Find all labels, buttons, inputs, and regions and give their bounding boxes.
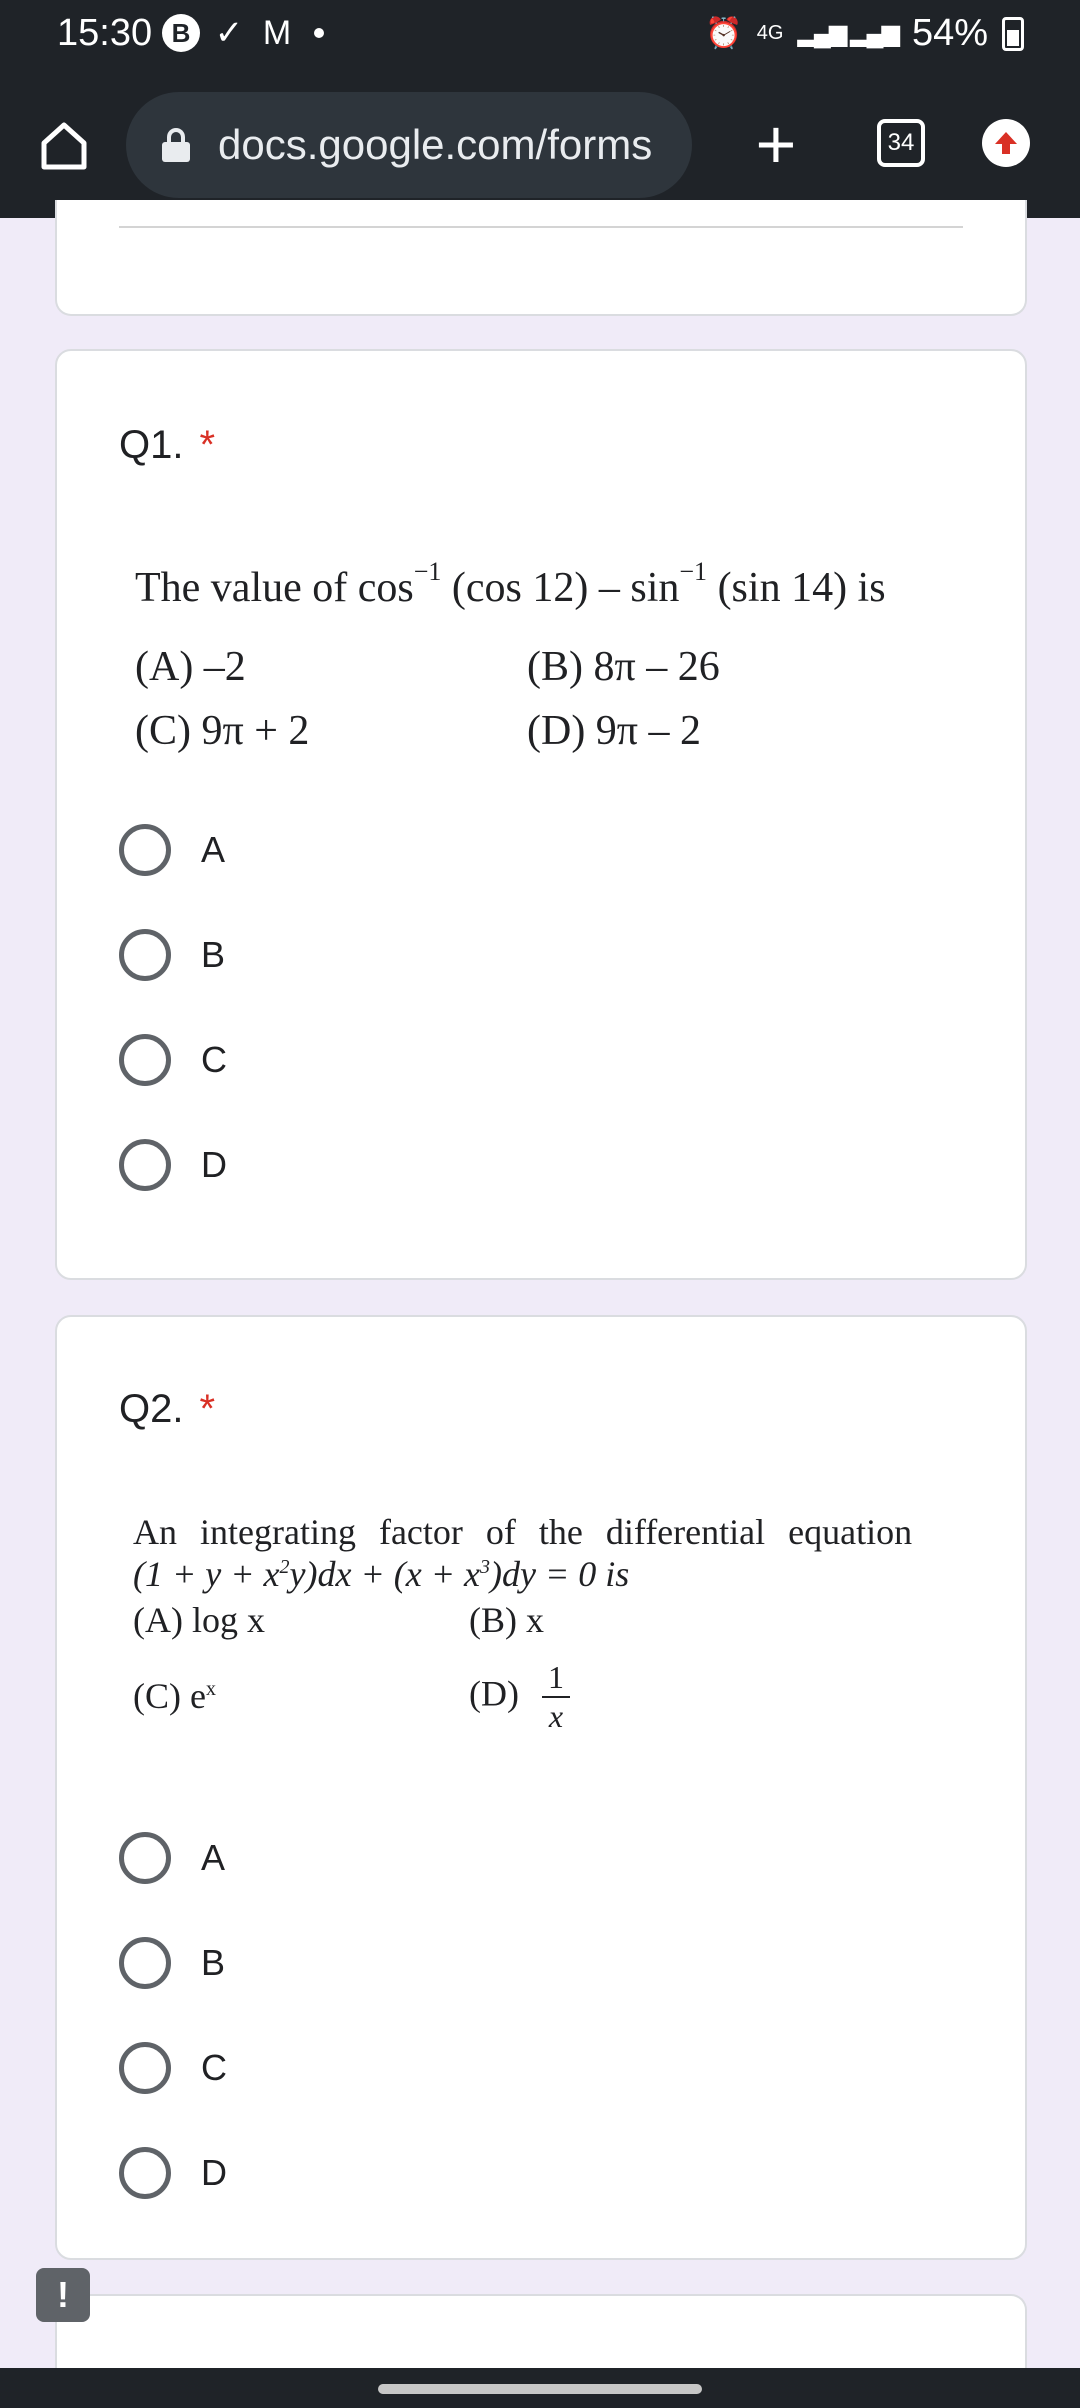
stem-text: (sin 14) is — [707, 565, 886, 611]
question-card-q1 — [55, 349, 1027, 1280]
required-asterisk: * — [199, 423, 216, 467]
network-type: 4G — [756, 22, 784, 44]
radio-option-d[interactable] — [119, 2143, 227, 2203]
previous-card — [55, 200, 1027, 316]
option-a-text: (A) log x — [133, 1600, 265, 1640]
radio-label: A — [201, 829, 226, 870]
question-stem-line1: An integrating factor of the differential equation — [133, 1512, 913, 1552]
status-right — [705, 12, 1024, 55]
question-number: Q2. — [119, 1387, 184, 1431]
stem-exponent: 3 — [480, 1556, 491, 1578]
report-abuse-button[interactable]: ! — [36, 2268, 90, 2322]
radio-option-b[interactable] — [119, 1933, 225, 1993]
battery-icon — [1002, 17, 1024, 51]
radio-option-c[interactable] — [119, 2038, 227, 2098]
question-stem — [135, 557, 886, 612]
radio-label: B — [201, 1942, 226, 1983]
radio-button[interactable] — [119, 1139, 171, 1191]
tab-switcher-button[interactable]: 34 — [877, 119, 925, 167]
radio-option-d[interactable] — [119, 1135, 227, 1195]
stem-text: (1 + y + x — [133, 1554, 280, 1594]
option-a-text: (A) –2 — [135, 644, 246, 690]
question-image — [135, 557, 1015, 763]
option-b-text: (B) 8π – 26 — [527, 644, 720, 690]
question-title — [119, 1387, 215, 1432]
update-button[interactable] — [982, 119, 1030, 167]
radio-button[interactable] — [119, 1034, 171, 1086]
fraction-numerator: 1 — [542, 1659, 570, 1698]
browser-toolbar — [0, 72, 1080, 218]
new-tab-button[interactable]: + — [755, 105, 797, 183]
radio-option-b[interactable] — [119, 925, 225, 985]
question-title — [119, 423, 215, 468]
notification-icons — [162, 14, 324, 52]
radio-label: D — [201, 1144, 227, 1185]
question-number: Q1. — [119, 423, 184, 467]
stem-text: The value of cos — [135, 565, 414, 611]
stem-exponent: −1 — [679, 557, 708, 586]
status-bar — [0, 0, 1080, 72]
gmail-icon: M — [262, 13, 292, 52]
radio-button[interactable] — [119, 1937, 171, 1989]
radio-label: C — [201, 1039, 227, 1080]
fraction — [542, 1659, 570, 1735]
alarm-icon: ⏰ — [705, 17, 743, 50]
fraction-denominator: x — [548, 1698, 564, 1734]
check-app-icon: ✓ — [214, 14, 244, 52]
status-time: 15:30 — [57, 12, 153, 54]
option-c-text — [133, 1675, 216, 1717]
option-c-text: (C) 9π + 2 — [135, 708, 310, 754]
next-card — [55, 2294, 1027, 2374]
question-image — [133, 1511, 1013, 1771]
radio-button[interactable] — [119, 1832, 171, 1884]
radio-button[interactable] — [119, 824, 171, 876]
stem-exponent: 2 — [279, 1556, 290, 1578]
radio-label: B — [201, 934, 226, 975]
battery-level: 54% — [911, 12, 988, 54]
more-notifications-icon — [314, 28, 324, 38]
radio-option-a[interactable] — [119, 820, 225, 880]
radio-button[interactable] — [119, 929, 171, 981]
radio-button[interactable] — [119, 2147, 171, 2199]
stem-exponent: −1 — [413, 557, 442, 586]
option-b-text: (B) x — [469, 1600, 544, 1640]
lock-icon — [162, 128, 190, 162]
arrow-up-icon — [991, 128, 1021, 158]
radio-label: C — [201, 2047, 227, 2088]
radio-option-c[interactable] — [119, 1030, 227, 1090]
stem-text: )dy = 0 is — [490, 1554, 630, 1594]
radio-label: A — [201, 1837, 226, 1878]
option-d-text: (D) 9π – 2 — [527, 708, 702, 754]
stem-text: (cos 12) – sin — [441, 565, 680, 611]
divider — [119, 226, 963, 228]
signal-icon: ▂▄▆ ▂▄▆ — [797, 20, 898, 47]
radio-button[interactable] — [119, 2042, 171, 2094]
b-app-icon: B — [162, 14, 200, 52]
option-d-text — [469, 1659, 570, 1735]
question-card-q2 — [55, 1315, 1027, 2260]
home-button[interactable] — [36, 117, 92, 173]
home-icon — [36, 117, 92, 173]
navigation-bar — [0, 2368, 1080, 2408]
option-d-label: (D) — [469, 1673, 519, 1714]
radio-label: D — [201, 2152, 227, 2193]
radio-option-a[interactable] — [119, 1828, 225, 1888]
address-bar[interactable] — [126, 92, 692, 198]
url-text: docs.google.com/forms — [218, 121, 653, 168]
gesture-handle[interactable] — [378, 2384, 702, 2394]
option-c-exponent: x — [205, 1678, 216, 1700]
required-asterisk: * — [199, 1387, 216, 1431]
stem-text: y)dx + (x + x — [289, 1554, 481, 1594]
question-stem-line2 — [133, 1553, 629, 1595]
option-c-label: (C) e — [133, 1676, 206, 1716]
